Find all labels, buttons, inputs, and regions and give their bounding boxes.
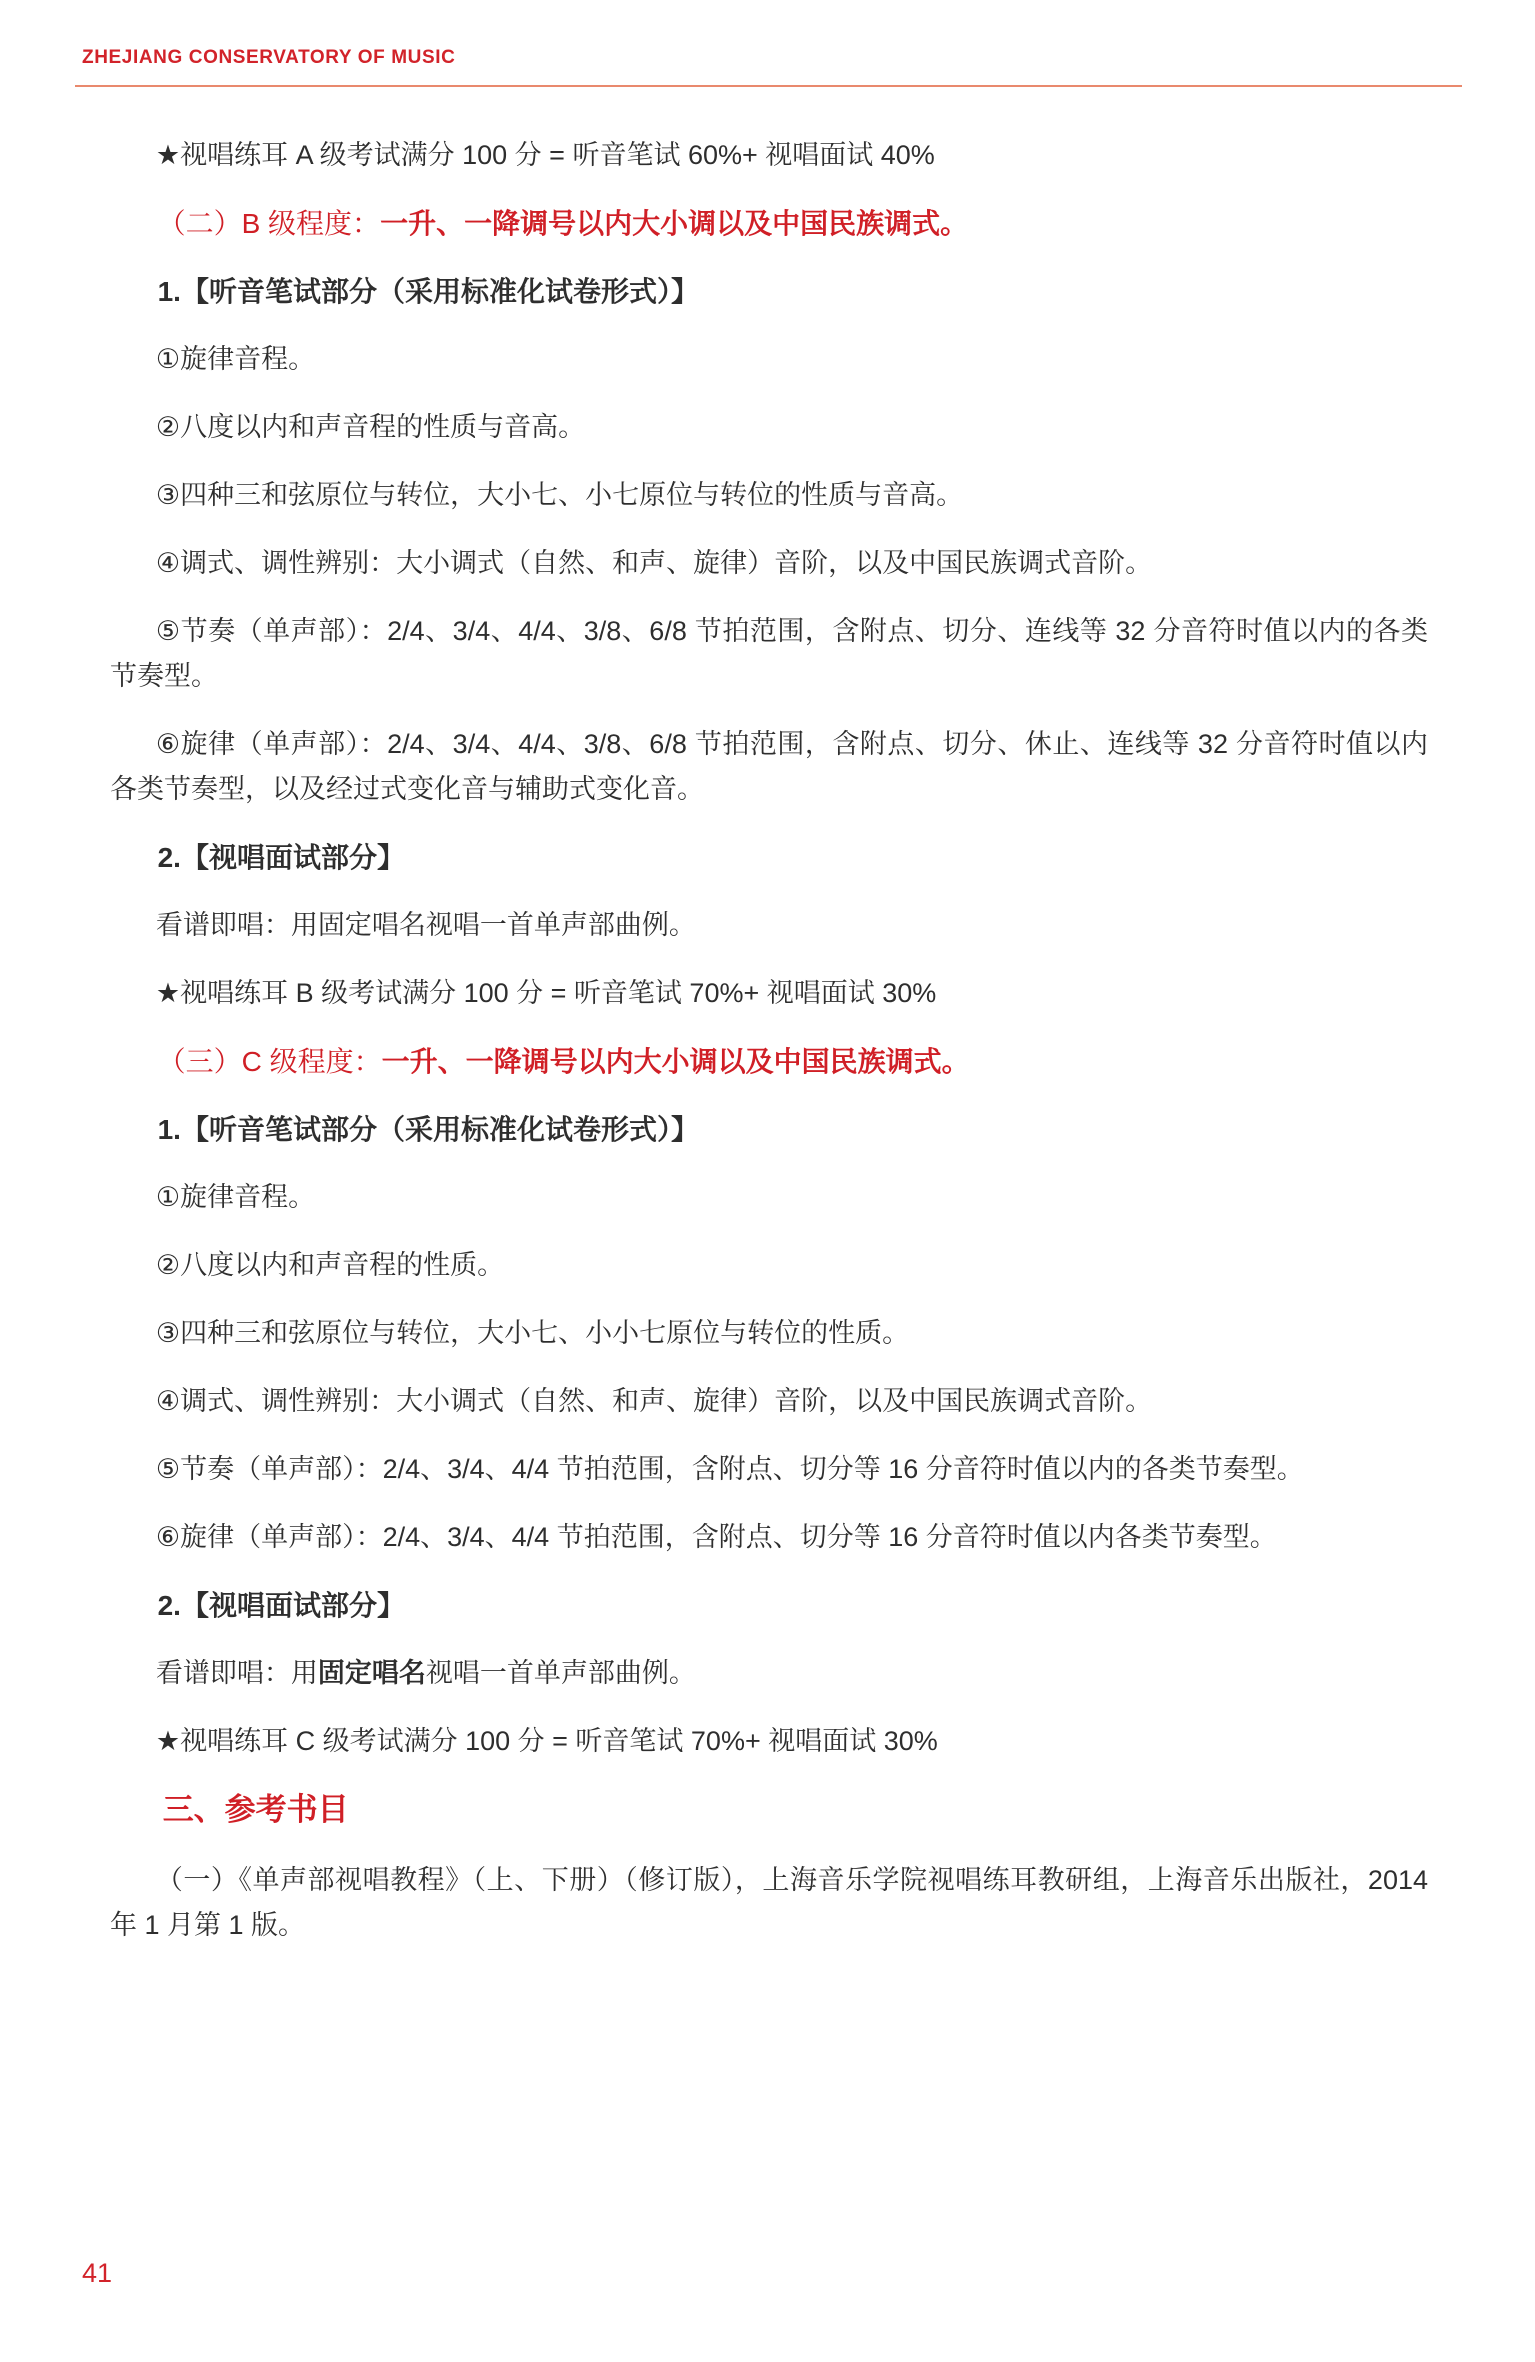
sight-singing-desc-c-post: 视唱一首单声部曲例。	[425, 1658, 696, 1688]
sight-singing-desc-b: 看谱即唱：用固定唱名视唱一首单声部曲例。	[155, 910, 696, 940]
listening-test-subheading-b: 1.【听音笔试部分（采用标准化试卷形式）】	[157, 276, 699, 307]
score-formula-c: ★视唱练耳 C 级考试满分 100 分 = 听音笔试 70%+ 视唱面试 30%	[155, 1726, 938, 1756]
list-item-c1: ①旋律音程。	[155, 1182, 316, 1212]
level-b-heading	[110, 201, 1428, 246]
list-item-b1: ①旋律音程。	[155, 344, 316, 374]
page-header	[75, 0, 1462, 87]
list-item-b4: ④调式、调性辨别：大小调式（自然、和声、旋律）音阶，以及中国民族调式音阶。	[155, 548, 1153, 578]
sight-singing-desc-c-bold: 固定唱名	[317, 1658, 426, 1688]
score-formula-b: ★视唱练耳 B 级考试满分 100 分 = 听音笔试 70%+ 视唱面试 30%	[155, 978, 937, 1008]
conservatory-brand: ZHEJIANG CONSERVATORY OF MUSIC	[82, 47, 456, 68]
sight-singing-subheading-b: 2.【视唱面试部分】	[157, 842, 405, 873]
level-c-heading	[110, 1039, 1428, 1084]
score-formula-a: ★视唱练耳 A 级考试满分 100 分 = 听音笔试 60%+ 视唱面试 40%	[155, 140, 935, 170]
sight-singing-desc-c-pre: 看谱即唱：用	[155, 1658, 318, 1688]
list-item-c4: ④调式、调性辨别：大小调式（自然、和声、旋律）音阶，以及中国民族调式音阶。	[155, 1386, 1153, 1416]
list-item-c2: ②八度以内和声音程的性质。	[155, 1250, 505, 1280]
list-item-b2: ②八度以内和声音程的性质与音高。	[155, 412, 586, 442]
list-item-b3: ③四种三和弦原位与转位，大小七、小七原位与转位的性质与音高。	[155, 480, 964, 510]
level-c-heading-emphasis: 一升、一降调号以内大小调以及中国民族调式。	[381, 1046, 970, 1077]
document-body	[110, 133, 1428, 1971]
reference-books-heading: 三、参考书目	[162, 1792, 349, 1827]
list-item-b6: ⑥旋律（单声部）：2/4、3/4、4/4、3/8、6/8 节拍范围，含附点、切分、休止、连线等 32 分音符时值以内各类节奏型，以及经过式变化音与辅助式变化音。	[110, 729, 1428, 804]
level-c-heading-prefix: （三）C 级程度：	[157, 1046, 382, 1077]
page-number: 41	[82, 2258, 113, 2288]
listening-test-subheading-c: 1.【听音笔试部分（采用标准化试卷形式）】	[157, 1114, 699, 1145]
sight-singing-subheading-c: 2.【视唱面试部分】	[157, 1590, 405, 1621]
list-item-c3: ③四种三和弦原位与转位，大小七、小小七原位与转位的性质。	[155, 1318, 910, 1348]
list-item-c6: ⑥旋律（单声部）：2/4、3/4、4/4 节拍范围，含附点、切分等 16 分音符时值以内各类节奏型。	[155, 1522, 1277, 1552]
level-b-heading-prefix: （二）B 级程度：	[157, 208, 381, 239]
list-item-b5: ⑤节奏（单声部）：2/4、3/4、4/4、3/8、6/8 节拍范围，含附点、切分、连线等 32 分音符时值以内的各类节奏型。	[110, 616, 1428, 691]
reference-book-item: （一）《单声部视唱教程》（上、下册）（修订版），上海音乐学院视唱练耳教研组，上海音乐出版社，2014 年 1 月第 1 版。	[110, 1865, 1428, 1940]
sight-singing-desc-c	[110, 1651, 1428, 1696]
level-b-heading-emphasis: 一升、一降调号以内大小调以及中国民族调式。	[380, 208, 969, 239]
list-item-c5: ⑤节奏（单声部）：2/4、3/4、4/4 节拍范围，含附点、切分等 16 分音符时值以内的各类节奏型。	[155, 1454, 1304, 1484]
